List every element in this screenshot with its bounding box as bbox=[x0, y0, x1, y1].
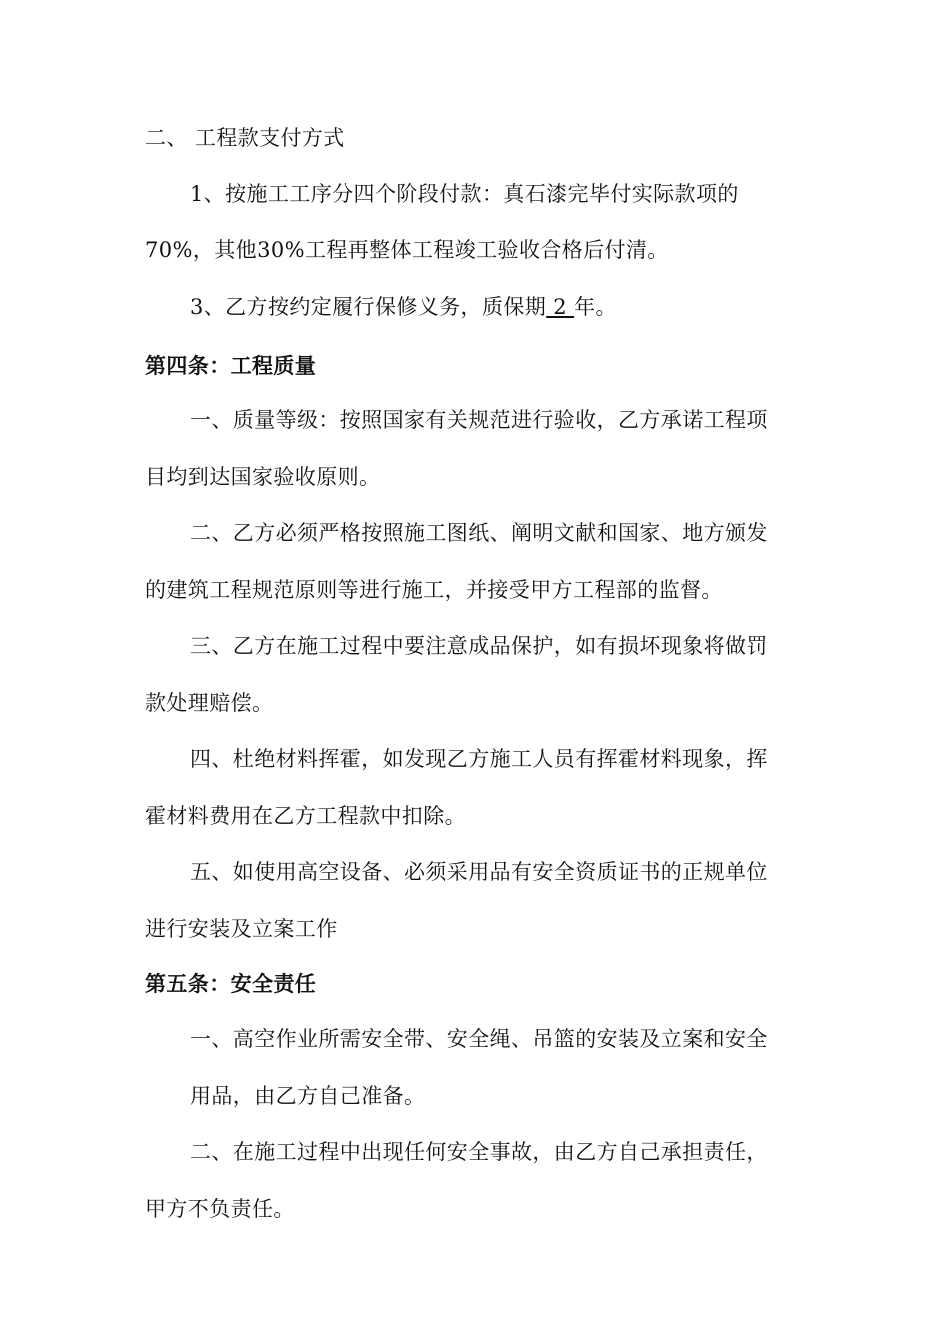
paragraph-line: 的建筑工程规范原则等进行施工，并接受甲方工程部的监督。 bbox=[145, 578, 723, 602]
paragraph-line: 款处理赔偿。 bbox=[145, 691, 274, 715]
paragraph-line: 1、按施工工序分四个阶段付款：真石漆完毕付实际款项的 bbox=[190, 182, 739, 206]
paragraph-line: 甲方不负责任。 bbox=[145, 1197, 295, 1221]
article-title: 第五条：安全责任 bbox=[145, 972, 317, 996]
paragraph-line: 一、高空作业所需安全带、安全绳、吊篮的安装及立案和安全 bbox=[190, 1027, 768, 1051]
article-title: 第四条：工程质量 bbox=[145, 354, 317, 378]
paragraph-line: 三、乙方在施工过程中要注意成品保护，如有损坏现象将做罚 bbox=[190, 634, 768, 658]
warranty-text: 3、乙方按约定履行保修义务，质保期 bbox=[190, 295, 547, 319]
paragraph-line: 二、在施工过程中出现任何安全事故，由乙方自己承担责任， bbox=[190, 1140, 768, 1164]
paragraph-line: 五、如使用高空设备、必须采用品有安全资质证书的正规单位 bbox=[190, 860, 768, 884]
paragraph-line: 四、杜绝材料挥霍，如发现乙方施工人员有挥霍材料现象，挥 bbox=[190, 747, 768, 771]
paragraph-line: 70%，其他30%工程再整体工程竣工验收合格后付清。 bbox=[145, 238, 669, 262]
warranty-years: 2 bbox=[546, 295, 575, 319]
paragraph-line: 一、质量等级：按照国家有关规范进行验收，乙方承诺工程项 bbox=[190, 408, 768, 432]
warranty-paragraph bbox=[190, 293, 617, 321]
warranty-suffix: 年。 bbox=[574, 295, 617, 319]
paragraph-line: 用品，由乙方自己准备。 bbox=[190, 1084, 426, 1108]
paragraph-line: 霍材料费用在乙方工程款中扣除。 bbox=[145, 804, 466, 828]
paragraph-line: 目均到达国家验收原则。 bbox=[145, 465, 381, 489]
paragraph-line: 进行安装及立案工作 bbox=[145, 917, 338, 941]
paragraph-line: 二、乙方必须严格按照施工图纸、阐明文献和国家、地方颁发 bbox=[190, 521, 768, 545]
section-heading: 二、 工程款支付方式 bbox=[145, 126, 345, 150]
